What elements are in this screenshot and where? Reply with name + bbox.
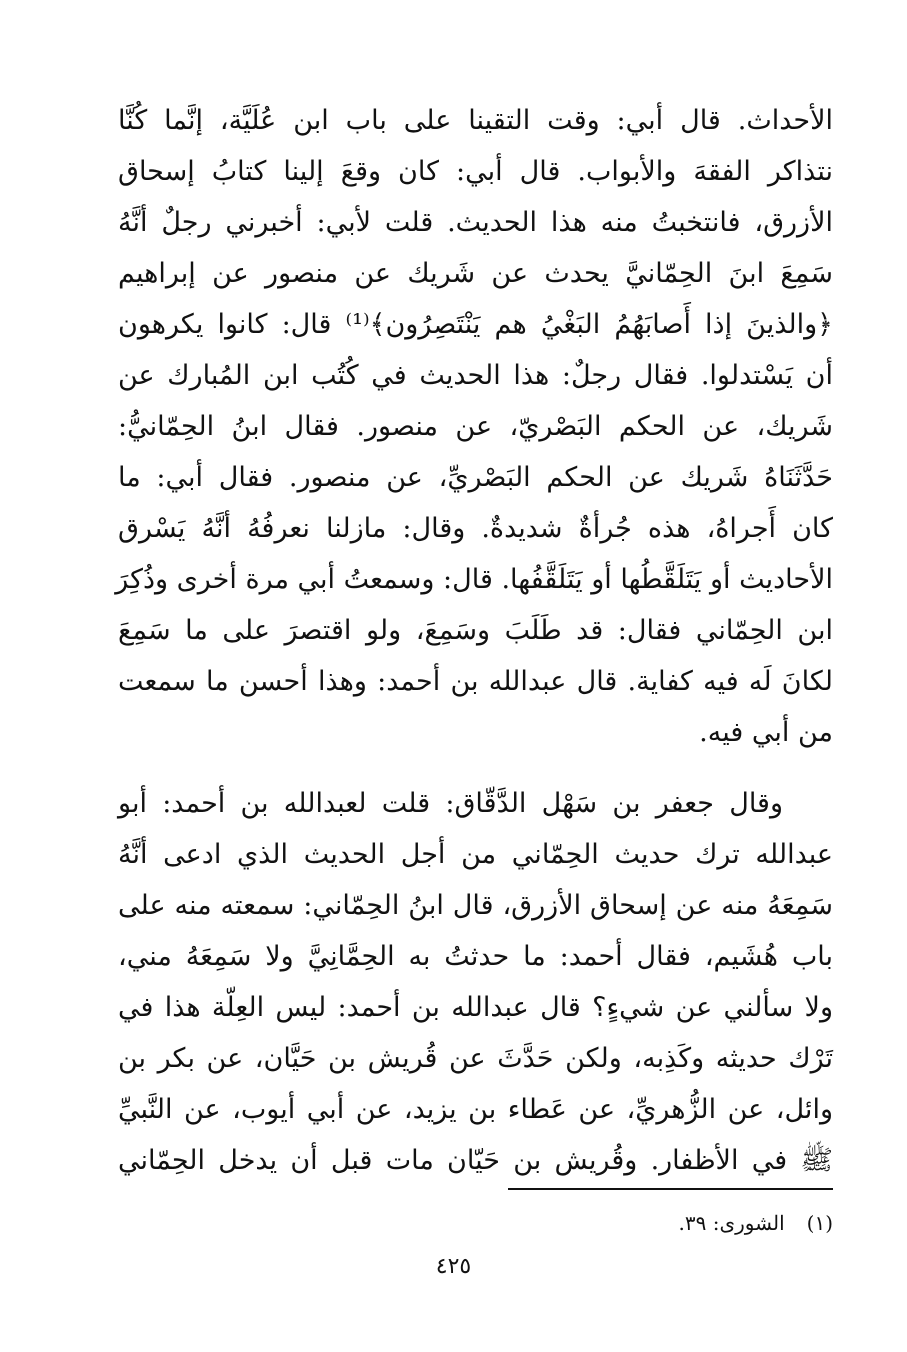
- text-line: كان أَجراهُ، هذه جُرأةٌ شديدةٌ. وقال: مازلنا نعرفُهُ أنَّهُ يَسْرق: [118, 513, 834, 544]
- text-line: ﷺ في الأظفار. وقُريش بن حَيّان مات قبل أن يدخل الحِمّاني: [118, 1145, 833, 1176]
- text-line: عبدالله ترك حديث الحِمّاني من أجل الحديث الذي ادعى أنَّهُ: [118, 839, 833, 870]
- text-line: باب هُشَيم، فقال أحمد: ما حدثتُ به الحِمَّانِيَّ ولا سَمِعَهُ مني،: [118, 941, 833, 972]
- paragraph-gap: [118, 758, 833, 778]
- text-line: وائل، عن الزُّهريِّ، عن عَطاء بن يزيد، عن أبي أيوب، عن النَّبيِّ: [118, 1094, 833, 1125]
- text-line: ﴿والذينَ إذا أَصابَهُمُ البَغْيُ هم يَنْتَصِرُون﴾⁽¹⁾ قال: كانوا يكرهون: [118, 309, 833, 340]
- text-line: أن يَسْتدلوا. فقال رجلٌ: هذا الحديث في كُتُب ابن المُبارك عن: [118, 360, 833, 391]
- footnote: [679, 1208, 833, 1238]
- paragraph-2: [118, 778, 833, 1186]
- text-line: وقال جعفر بن سَهْل الدَّقّاق: قلت لعبدالله بن أحمد: أبو: [118, 788, 783, 819]
- text-line: تَرْك حديثه وكَذِبه، ولكن حَدَّثَ عن قُريش بن حَيَّان، عن بكر بن: [118, 1043, 833, 1074]
- text-line: شَريك، عن الحكم البَصْريّ، عن منصور. فقال ابنُ الحِمّانيُّ:: [118, 411, 833, 442]
- text-line: سَمِعَهُ منه عن إسحاق الأزرق، قال ابنُ الحِمّاني: سمعته منه على: [118, 890, 833, 921]
- footnote-text: الشورى: ٣٩.: [678, 1211, 785, 1235]
- page-body: [115, 95, 834, 1186]
- page-number: ٤٢٥: [435, 1254, 472, 1279]
- footnote-number: (١): [806, 1211, 833, 1235]
- text-line: ولا سألني عن شيءٍ؟ قال عبدالله بن أحمد: ليس العِلّة هذا في: [118, 992, 833, 1023]
- text-line: من أبي فيه.: [699, 717, 833, 748]
- text-line: ابن الحِمّاني فقال: قد طَلَبَ وسَمِعَ، ولو اقتصرَ على ما سَمِعَ: [118, 615, 833, 646]
- text-line: لكانَ لَه فيه كفاية. قال عبدالله بن أحمد: وهذا أحسن ما سمعت: [118, 666, 833, 697]
- text-line: سَمِعَ ابنَ الحِمّانيَّ يحدث عن شَريك عن منصور عن إبراهيم: [118, 258, 833, 289]
- paragraph-1: [115, 95, 834, 758]
- text-line: حَدَّثَنَاهُ شَريك عن الحكم البَصْريِّ، عن منصور. فقال أبي: ما: [118, 462, 833, 493]
- text-line: الأزرق، فانتخبتُ منه هذا الحديث. قلت لأبي: أخبرني رجلٌ أنَّهُ: [118, 207, 833, 238]
- text-line: الأحاديث أو يَتَلَقَّطُها أو يَتَلَقَّفُها. قال: وسمعتُ أبي مرة أخرى وذُكِرَ: [115, 564, 833, 595]
- footnote-divider: [508, 1188, 833, 1190]
- text-line: نتذاكر الفقهَ والأبواب. قال أبي: كان وقعَ إلينا كتابُ إسحاق: [118, 156, 833, 187]
- text-line: الأحداث. قال أبي: وقت التقينا على باب ابن عُلَيَّة، إنَّما كُنَّا: [118, 105, 833, 136]
